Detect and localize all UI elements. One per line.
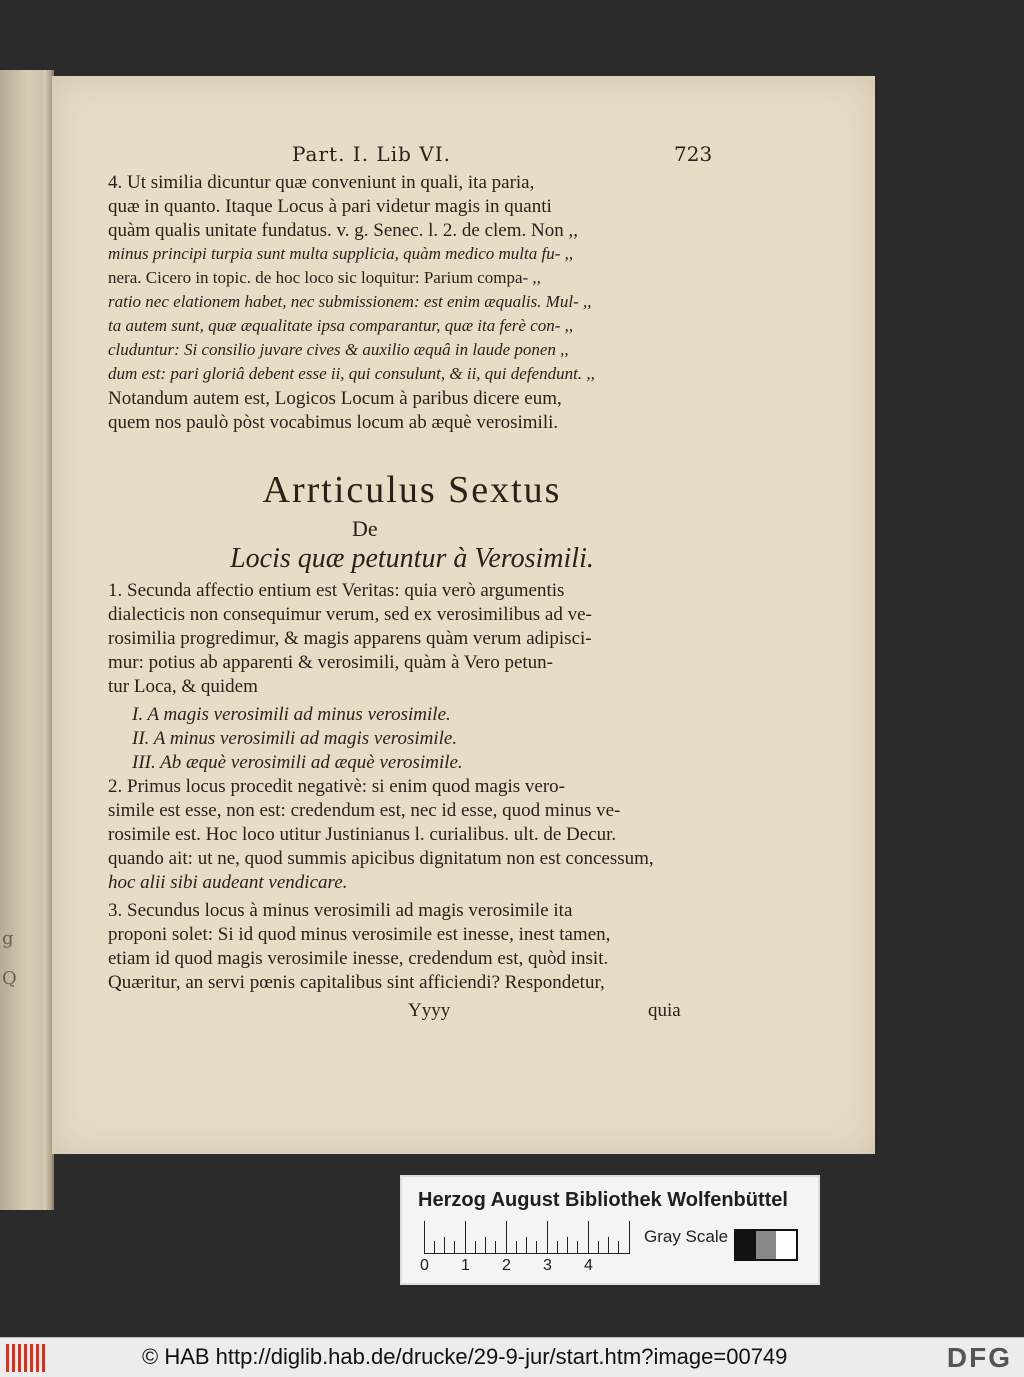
locus-item: III. Ab æquè verosimili ad æquè verosimile. [132,752,463,773]
gray-scale-label: Gray Scale [644,1227,729,1246]
measurement-scale [424,1221,630,1254]
text-line: 2. Primus locus procedit negativè: si enim quod magis vero- [108,776,565,797]
scale-tick [526,1237,527,1253]
scale-label: 4 [584,1257,593,1274]
locus-item: II. A minus verosimili ad magis verosimile. [132,728,458,749]
text-line: dum est: pari gloriâ debent esse ii, qui consulunt, & ii, qui defendunt. ,, [108,364,595,383]
text-line: hoc alii sibi audeant vendicare. [108,872,348,893]
text-line: rosimilia progredimur, & magis apparens quàm verum adipisci- [108,628,592,649]
scale-tick [577,1241,578,1253]
swatch-white [776,1231,796,1259]
text-line: quando ait: ut ne, quod summis apicibus dignitatum non est concessum, [108,848,654,869]
locus-item: I. A magis verosimili ad minus verosimile. [132,704,451,725]
scale-tick [485,1237,486,1253]
scale-tick [598,1241,599,1253]
text-line: 1. Secunda affectio entium est Veritas: quia verò argumentis [108,580,565,601]
dfg-logo[interactable]: DFG [946,1342,1012,1373]
section-subtitle: Locis quæ petuntur à Verosimili. [230,543,594,574]
swatch-gray [756,1231,776,1259]
text-line: 4. Ut similia dicuntur quæ conveniunt in quali, ita paria, [108,172,535,193]
scale-tick [434,1241,435,1253]
copyright-url[interactable]: © HAB http://diglib.hab.de/drucke/29-9-jur/start.htm?image=00749 [142,1344,788,1369]
scale-tick [516,1241,517,1253]
scale-tick [536,1241,537,1253]
text-line: ta autem sunt, quæ æqualitate ipsa comparantur, quæ ita ferè con- ,, [108,316,574,335]
swatch-black [736,1231,756,1259]
signature-mark: Yyyy [408,1000,451,1021]
hab-logo-icon[interactable] [6,1344,46,1372]
text-line: 3. Secundus locus à minus verosimili ad magis verosimile ita [108,900,573,921]
page-number: 723 [674,142,713,166]
left-page-fragment: Q [2,968,17,989]
scale-tick [506,1221,507,1253]
text-line: tur Loca, & quidem [108,676,258,697]
library-color-card [400,1175,820,1285]
text-line: simile est esse, non est: credendum est, nec id esse, quod minus ve- [108,800,621,821]
viewer-footer-bar [0,1337,1024,1377]
catchword: quia [648,1000,681,1021]
text-line: mur: potius ab apparenti & verosimili, quàm à Vero petun- [108,652,553,673]
scale-tick [588,1221,589,1253]
text-line: Notandum autem est, Logicos Locum à paribus dicere eum, [108,388,562,409]
text-line: ratio nec elationem habet, nec submissionem: est enim æqualis. Mul- ,, [108,292,592,311]
book-page [52,76,875,1154]
text-line: quàm qualis unitate fundatus. v. g. Senec. l. 2. de clem. Non ,, [108,220,578,241]
text-line: minus principi turpia sunt multa supplicia, quàm medico multa fu- ,, [108,244,574,263]
scale-label: 0 [420,1257,429,1274]
scale-tick [557,1241,558,1253]
page-gutter [44,70,52,1210]
left-page-edge [0,70,54,1210]
library-name: Herzog August Bibliothek Wolfenbüttel [418,1189,788,1211]
section-de: De [352,516,378,541]
left-page-fragment: g [2,928,14,949]
text-line: quæ in quanto. Itaque Locus à pari videtur magis in quanti [108,196,552,217]
text-line: proponi solet: Si id quod minus verosimile est inesse, inest tamen, [108,924,611,945]
text-line: rosimile est. Hoc loco utitur Justinianus l. curialibus. ult. de Decur. [108,824,617,845]
scale-tick [444,1237,445,1253]
scale-tick [495,1241,496,1253]
text-line: quem nos paulò pòst vocabimus locum ab æquè verosimili. [108,412,559,433]
scale-tick [608,1237,609,1253]
section-title: Arrticulus Sextus [262,469,562,511]
running-title: Part. I. Lib VI. [292,142,451,166]
scale-label: 2 [502,1257,511,1274]
scale-label: 1 [461,1257,470,1274]
text-line: nera. Cicero in topic. de hoc loco sic loquitur: Parium compa- ,, [108,268,541,287]
text-line: cluduntur: Si consilio juvare cives & auxilio æquâ in laude ponen ,, [108,340,569,359]
scale-tick [465,1221,466,1253]
text-line: Quæritur, an servi pœnis capitalibus sint afficiendi? Respondetur, [108,972,605,993]
scale-tick [567,1237,568,1253]
scale-tick [424,1221,425,1253]
scale-tick [618,1241,619,1253]
scale-tick [454,1241,455,1253]
scale-label: 3 [543,1257,552,1274]
scale-tick [629,1221,630,1253]
gray-scale-swatches [734,1229,798,1261]
text-line: etiam id quod magis verosimile inesse, credendum est, quòd insit. [108,948,609,969]
scale-tick [475,1241,476,1253]
text-line: dialecticis non consequimur verum, sed ex verosimilibus ad ve- [108,604,592,625]
scale-tick [547,1221,548,1253]
